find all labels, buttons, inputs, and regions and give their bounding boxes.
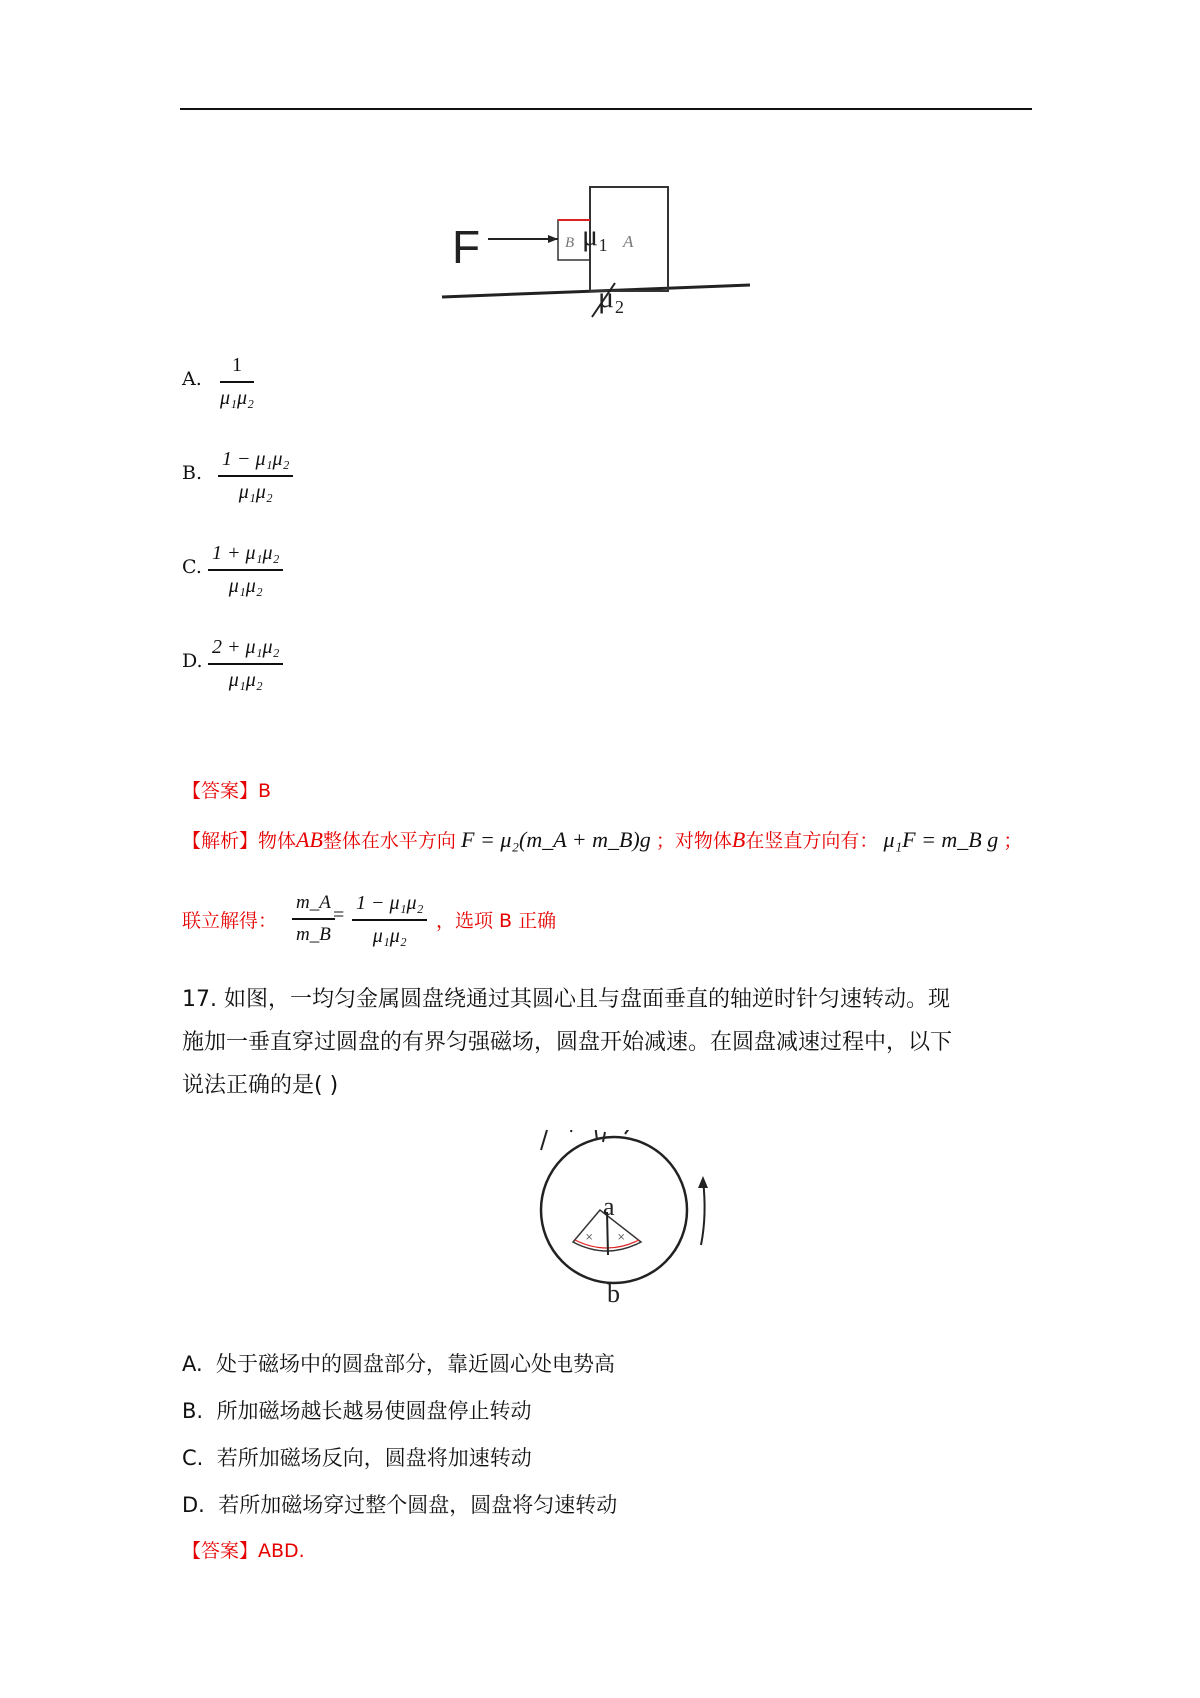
q17-option-b [182, 1395, 531, 1425]
label-a: a [603, 1192, 615, 1221]
equals-sign: = [333, 904, 345, 926]
q17-stem-line: 17. 如图，一均匀金属圆盘绕通过其圆心且与盘面垂直的轴逆时针匀速转动。现 [182, 987, 950, 1012]
analysis-var-b: B [731, 827, 746, 852]
option-c-denominator: μ₁μ₂ [228, 574, 263, 597]
option-text: 若所加磁场穿过整个圆盘，圆盘将匀速转动 [218, 1493, 618, 1517]
option-d-denominator: μ₁μ₂ [228, 668, 263, 691]
analysis-text: ；对物体 [655, 830, 732, 852]
option-a-fraction [220, 354, 254, 410]
q16-analysis-line2-prefix: 联立解得： [182, 910, 278, 932]
label-mu1: μ₁ [582, 219, 609, 252]
option-c-letter: C. [182, 556, 202, 578]
option-a-numerator: 1 [231, 354, 242, 376]
option-d-letter: D. [182, 650, 203, 672]
analysis-text: 在竖直方向有： [745, 830, 879, 852]
option-d-numerator: 2 + μ₁μ₂ [212, 636, 280, 658]
q17-option-a [182, 1348, 615, 1378]
option-b-fraction [218, 448, 293, 504]
ratio-denominator: m_B [296, 923, 331, 945]
result-numerator: 1 − μ₁μ₂ [356, 892, 424, 914]
q17-option-c [182, 1442, 532, 1472]
q16-conclusion: ，选项 B 正确 [436, 910, 557, 932]
svg-text:×: × [585, 1232, 594, 1243]
rotation-arrow [701, 1180, 705, 1245]
block-force-diagram [440, 175, 760, 325]
analysis-tag: 【解析】 [182, 830, 259, 852]
svg-text:×: × [617, 1232, 626, 1243]
answer-tag: 【答案】 [182, 1540, 259, 1562]
option-b-denominator: μ₁μ₂ [238, 480, 273, 503]
option-c-fraction [208, 542, 283, 598]
label-a: A [623, 232, 634, 251]
option-b-letter: B. [182, 462, 203, 484]
q17-answer [182, 1536, 305, 1563]
answer-tag: 【答案】 [182, 780, 259, 802]
option-text: 若所加磁场反向，圆盘将加速转动 [216, 1446, 532, 1470]
q17-stem-line: 施加一垂直穿过圆盘的有界匀强磁场，圆盘开始减速。在圆盘减速过程中，以下 [182, 1030, 953, 1055]
q17-stem [182, 978, 1062, 1107]
answer-value: B [258, 780, 272, 802]
answer-value: ABD. [258, 1540, 305, 1562]
q17-stem-line: 说法正确的是( ) [182, 1073, 339, 1098]
label-b: b [607, 1279, 620, 1305]
option-text: 处于磁场中的圆盘部分，靠近圆心处电势高 [216, 1352, 616, 1376]
ratio-numerator: m_A [296, 892, 331, 913]
option-letter: A. [182, 1352, 203, 1376]
option-a-denominator: μ₁μ₂ [220, 386, 254, 409]
result-fraction [352, 892, 427, 948]
equation-horizontal: F = μ₂(m_A + m_B)g [461, 827, 651, 852]
q17-option-d [182, 1489, 617, 1519]
option-letter: B. [182, 1399, 204, 1423]
rotating-disk-diagram [525, 1130, 745, 1305]
header-rule [180, 108, 1032, 110]
option-letter: D. [182, 1493, 205, 1517]
option-a-letter: A. [182, 368, 202, 390]
analysis-text: 整体在水平方向 [322, 830, 456, 852]
label-b: B [565, 235, 575, 251]
option-c-numerator: 1 + μ₁μ₂ [212, 542, 280, 564]
result-denominator: μ₁μ₂ [372, 924, 407, 947]
option-letter: C. [182, 1446, 204, 1470]
equation-vertical: μ₁F = m_B g [883, 827, 999, 852]
q16-answer [182, 776, 271, 803]
option-text: 所加磁场越长越易使圆盘停止转动 [216, 1399, 532, 1423]
option-b-numerator: 1 − μ₁μ₂ [222, 448, 290, 470]
analysis-var-ab: AB [296, 827, 323, 852]
option-d-fraction [208, 636, 283, 692]
q16-analysis-line1 [182, 826, 1022, 853]
label-f: F [452, 221, 481, 273]
analysis-text: ； [1003, 830, 1023, 852]
label-mu2: μ₂ [598, 281, 625, 314]
ratio-fraction [292, 892, 335, 946]
analysis-text: 物体 [258, 830, 297, 852]
